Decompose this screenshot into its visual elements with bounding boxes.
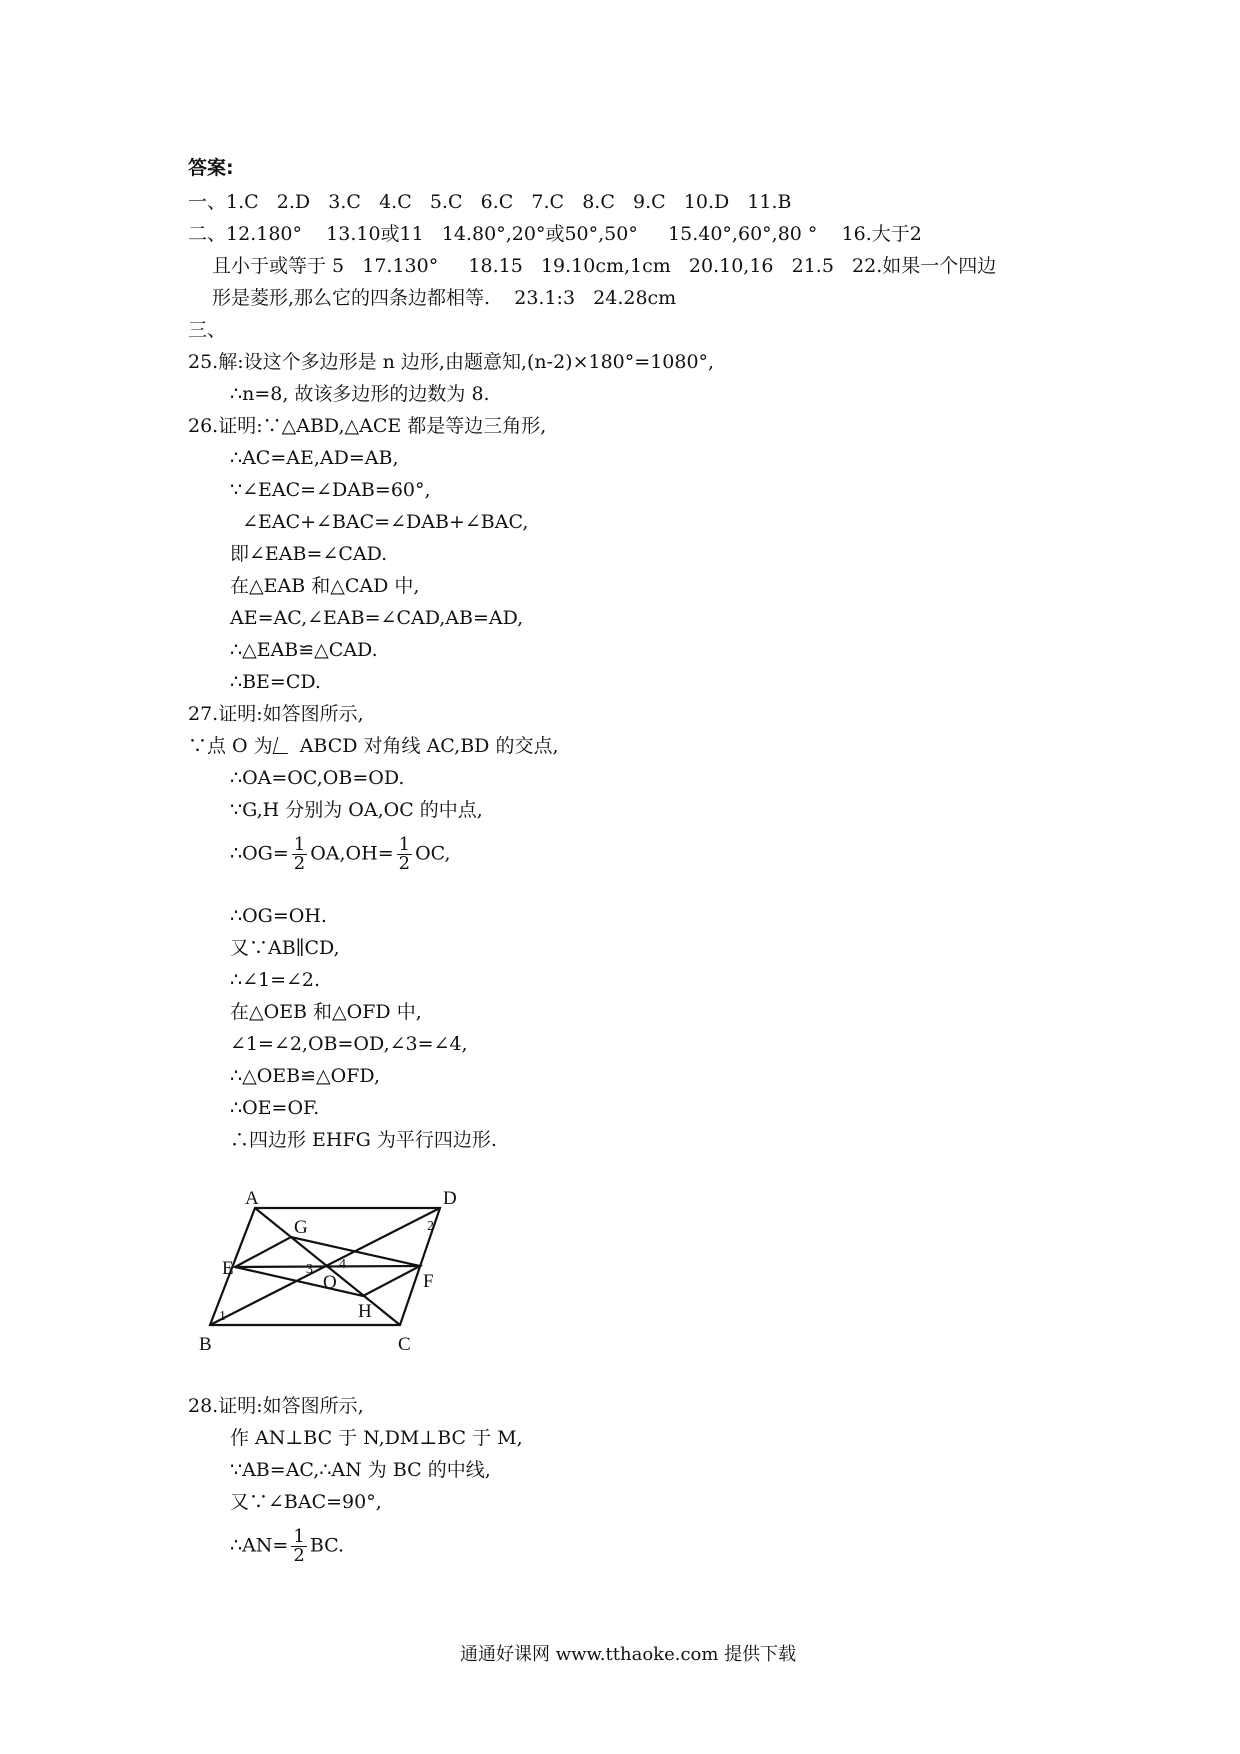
fraction-numerator: 1 <box>398 834 411 855</box>
q26-line1: 26.证明:∵△ABD,△ACE 都是等边三角形, <box>188 415 547 437</box>
q27-line5-c: OC, <box>415 842 451 865</box>
q27-line11: ∴△OEB≌△OFD, <box>230 1065 380 1087</box>
segment-ef <box>235 1266 420 1267</box>
footer-source: 通通好课网 www.tthaoke.com 提供下载 <box>460 1644 797 1665</box>
q27-line5-a: ∴OG= <box>230 842 289 865</box>
q27-line3: ∴OA=OC,OB=OD. <box>230 767 405 789</box>
label-d: D <box>443 1190 457 1209</box>
q27-line1: 27.证明:如答图所示, <box>188 703 364 725</box>
section2-line2: 且小于或等于 5 17.130° 18.15 19.10cm,1cm 20.10,16 21.5 22.如果一个四边 <box>212 255 997 277</box>
fraction-denominator: 2 <box>293 1545 305 1566</box>
q26-line9: ∴BE=CD. <box>230 671 321 693</box>
q27-line7: 又∵AB∥CD, <box>230 937 340 959</box>
label-e: E <box>222 1258 234 1279</box>
q27-line5 <box>230 836 451 873</box>
section2-text-1: 12.180° 13.10或11 14.80°,20°或50°,50° 15.40°,60°,80 ° 16.大于2 <box>226 223 922 245</box>
fraction-denominator: 2 <box>398 853 411 874</box>
q27-line6: ∴OG=OH. <box>230 905 327 927</box>
fraction-denominator: 2 <box>293 853 306 874</box>
fraction-numerator: 1 <box>293 1526 305 1547</box>
section2-label: 二、 <box>188 223 227 245</box>
angle-label-1: 1 <box>219 1309 226 1324</box>
q27-line2 <box>188 734 558 758</box>
answer-title: 答案: <box>188 157 234 179</box>
parallelogram-figure <box>195 1190 475 1360</box>
angle-label-2: 2 <box>427 1219 434 1234</box>
label-g: G <box>294 1217 308 1238</box>
section2-line3: 形是菱形,那么它的四条边都相等. 23.1:3 24.28cm <box>212 287 677 309</box>
fraction-half <box>291 1528 306 1565</box>
q28-line5-a: ∴AN= <box>230 1534 289 1557</box>
q28-line3: ∵AB=AC,∴AN 为 BC 的中线, <box>230 1459 491 1481</box>
parallelogram-icon <box>272 737 292 754</box>
q28-line5-b: BC. <box>309 1534 345 1557</box>
section3-label: 三、 <box>188 319 227 341</box>
q27-line13: ∴四边形 EHFG 为平行四边形. <box>230 1129 497 1151</box>
q27-line10: ∠1=∠2,OB=OD,∠3=∠4, <box>230 1033 468 1055</box>
q25-line1: 25.解:设这个多边形是 n 边形,由题意知,(n-2)×180°=1080°, <box>188 351 715 373</box>
q27-line8: ∴∠1=∠2. <box>230 969 321 991</box>
q28-line4: 又∵∠BAC=90°, <box>230 1491 382 1513</box>
q27-line2-pre: ∵点 O 为 <box>188 735 273 757</box>
q26-line2: ∴AC=AE,AD=AB, <box>230 447 399 469</box>
q27-line12: ∴OE=OF. <box>230 1097 320 1119</box>
q26-line3: ∵∠EAC=∠DAB=60°, <box>230 479 431 501</box>
q25-line2: ∴n=8, 故该多边形的边数为 8. <box>230 383 490 405</box>
section1-label: 一、 <box>188 191 227 213</box>
section1 <box>188 190 792 214</box>
q26-line4: ∠EAC+∠BAC=∠DAB+∠BAC, <box>230 511 529 533</box>
angle-label-3: 3 <box>306 1262 313 1277</box>
label-o: O <box>323 1272 337 1293</box>
q27-line5-b: OA,OH= <box>310 842 394 865</box>
q27-line4: ∵G,H 分别为 OA,OC 的中点, <box>230 799 483 821</box>
q26-line5: 即∠EAB=∠CAD. <box>230 543 388 565</box>
fraction-half <box>292 836 307 873</box>
label-f: F <box>423 1271 434 1292</box>
label-a: A <box>245 1190 259 1209</box>
q28-line2: 作 AN⊥BC 于 N,DM⊥BC 于 M, <box>230 1427 523 1449</box>
label-c: C <box>398 1334 411 1355</box>
section2-line1 <box>188 222 922 246</box>
q27-line9: 在△OEB 和△OFD 中, <box>230 1001 422 1023</box>
fraction-half <box>397 836 412 873</box>
angle-label-4: 4 <box>339 1257 346 1272</box>
fraction-numerator: 1 <box>293 834 306 855</box>
q28-line5 <box>230 1528 344 1565</box>
q26-line7: AE=AC,∠EAB=∠CAD,AB=AD, <box>230 607 524 629</box>
section1-answers: 1.C 2.D 3.C 4.C 5.C 6.C 7.C 8.C 9.C 10.D 11.B <box>226 191 792 213</box>
q27-line2-post: ABCD 对角线 AC,BD 的交点, <box>293 735 559 757</box>
q26-line6: 在△EAB 和△CAD 中, <box>230 575 420 597</box>
label-h: H <box>358 1301 372 1322</box>
label-b: B <box>199 1334 212 1355</box>
q28-line1: 28.证明:如答图所示, <box>188 1395 364 1417</box>
q26-line8: ∴△EAB≌△CAD. <box>230 639 378 661</box>
